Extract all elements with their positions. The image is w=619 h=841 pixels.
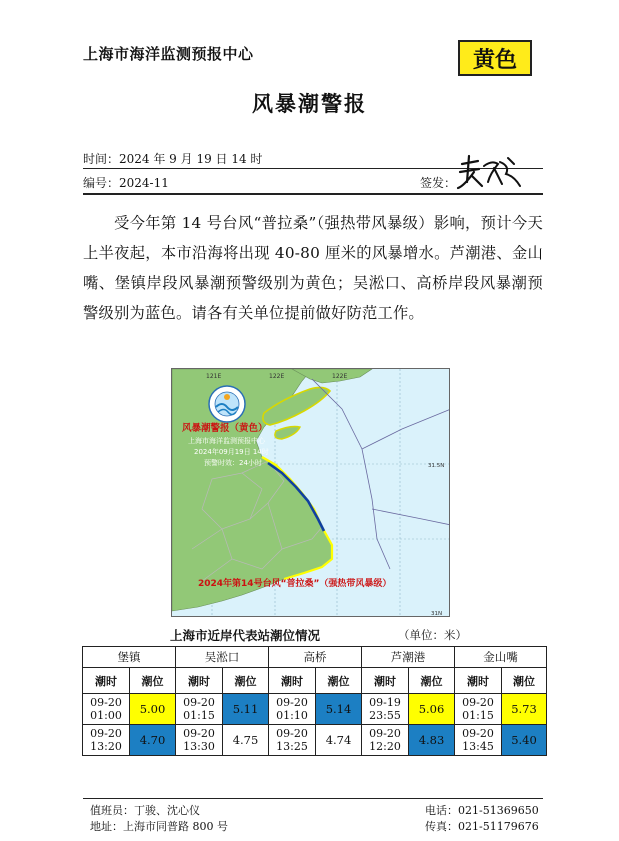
duty-value: 丁骏、沈心仪 — [134, 804, 200, 817]
tide-level: 4.75 — [223, 725, 269, 756]
column-header-row — [83, 668, 547, 694]
table-row — [83, 694, 547, 725]
time-value: 2024 年 9 月 19 日 14 时 — [119, 152, 263, 166]
level-header: 潮位 — [502, 668, 547, 694]
addr-value: 上海市同普路 800 号 — [123, 820, 228, 833]
level-header: 潮位 — [316, 668, 362, 694]
lon-label-3: 122E — [332, 373, 348, 380]
level-header: 潮位 — [130, 668, 176, 694]
time-header: 潮时 — [362, 668, 409, 694]
warning-map — [171, 368, 450, 617]
tide-level: 4.70 — [130, 725, 176, 756]
duty-staff — [90, 802, 200, 818]
tide-time: 09-20 13:45 — [455, 725, 502, 756]
org-name: 上海市海洋监测预报中心 — [83, 45, 254, 63]
footer-divider — [83, 798, 543, 799]
time-header: 潮时 — [455, 668, 502, 694]
map-issue-time: 2024年09月19日 14时 — [194, 448, 269, 456]
signature-icon — [454, 152, 524, 192]
station-name: 高桥 — [269, 647, 362, 668]
warning-text: 受今年第 14 号台风“普拉桑”（强热带风暴级）影响，预计今天上半夜起，本市沿海将出现 40-80 厘米的风暴增水。芦潮港、金山嘴、堡镇岸段风暴潮预警级别为黄色；吴淞口、高桥岸段风暴潮预警级别为蓝色。请各有关单位提前做好防范工作。 — [83, 214, 543, 322]
table-row — [83, 725, 547, 756]
station-name: 芦潮港 — [362, 647, 455, 668]
map-warning-title: 风暴潮警报（黄色） — [182, 423, 268, 434]
phone — [425, 802, 539, 818]
map-typhoon-caption: 2024年第14号台风“普拉桑”（强热带风暴级） — [198, 579, 392, 589]
tide-level: 5.40 — [502, 725, 547, 756]
lon-label-2: 122E — [269, 373, 285, 380]
warning-level-badge: 黄色 — [458, 40, 532, 76]
phone-label: 电话： — [425, 804, 458, 817]
lat-label-1: 31.5N — [428, 463, 445, 469]
addr-label: 地址： — [90, 820, 123, 833]
level-header: 潮位 — [223, 668, 269, 694]
time-label: 时间： — [83, 152, 120, 166]
station-name: 吴淞口 — [176, 647, 269, 668]
fax — [425, 818, 539, 834]
address — [90, 818, 228, 834]
doc-number — [83, 174, 169, 191]
tide-level: 4.74 — [316, 725, 362, 756]
duty-label: 值班员： — [90, 804, 134, 817]
tide-time: 09-20 01:15 — [455, 694, 502, 725]
tide-level: 4.83 — [409, 725, 455, 756]
tide-time: 09-20 13:30 — [176, 725, 223, 756]
lat-label-2: 31N — [431, 611, 443, 617]
tide-level: 5.00 — [130, 694, 176, 725]
tide-level: 5.14 — [316, 694, 362, 725]
level-header: 潮位 — [409, 668, 455, 694]
fax-value: 021-51179676 — [458, 820, 539, 833]
table-title: 上海市近岸代表站潮位情况 — [170, 628, 321, 643]
phone-value: 021-51369650 — [458, 804, 539, 817]
station-header-row — [83, 647, 547, 668]
station-name: 堡镇 — [83, 647, 176, 668]
table-unit: （单位：米） — [398, 628, 467, 642]
time-header: 潮时 — [269, 668, 316, 694]
number-value: 2024-11 — [119, 176, 169, 190]
tide-time: 09-20 13:20 — [83, 725, 130, 756]
signer-label: 签发： — [420, 176, 457, 190]
station-name: 金山嘴 — [455, 647, 547, 668]
tide-time: 09-20 01:15 — [176, 694, 223, 725]
issue-time — [83, 150, 262, 167]
tide-level: 5.06 — [409, 694, 455, 725]
agency-logo — [209, 386, 245, 422]
tide-time: 09-19 23:55 — [362, 694, 409, 725]
tide-time: 09-20 12:20 — [362, 725, 409, 756]
number-label: 编号： — [83, 176, 120, 190]
warning-paragraph — [83, 208, 543, 328]
fax-label: 传真： — [425, 820, 458, 833]
time-header: 潮时 — [176, 668, 223, 694]
lon-label-1: 121E — [206, 373, 222, 380]
tide-table — [82, 646, 547, 756]
tide-level: 5.73 — [502, 694, 547, 725]
meta-divider-bottom — [83, 193, 543, 195]
tide-level: 5.11 — [223, 694, 269, 725]
time-header: 潮时 — [83, 668, 130, 694]
map-agency: 上海市海洋监测预报中心 — [188, 437, 265, 445]
map-valid-period: 预警时效：24小时 — [204, 459, 262, 467]
tide-time: 09-20 13:25 — [269, 725, 316, 756]
page-title: 风暴潮警报 — [252, 92, 367, 116]
tide-time: 09-20 01:00 — [83, 694, 130, 725]
tide-time: 09-20 01:10 — [269, 694, 316, 725]
